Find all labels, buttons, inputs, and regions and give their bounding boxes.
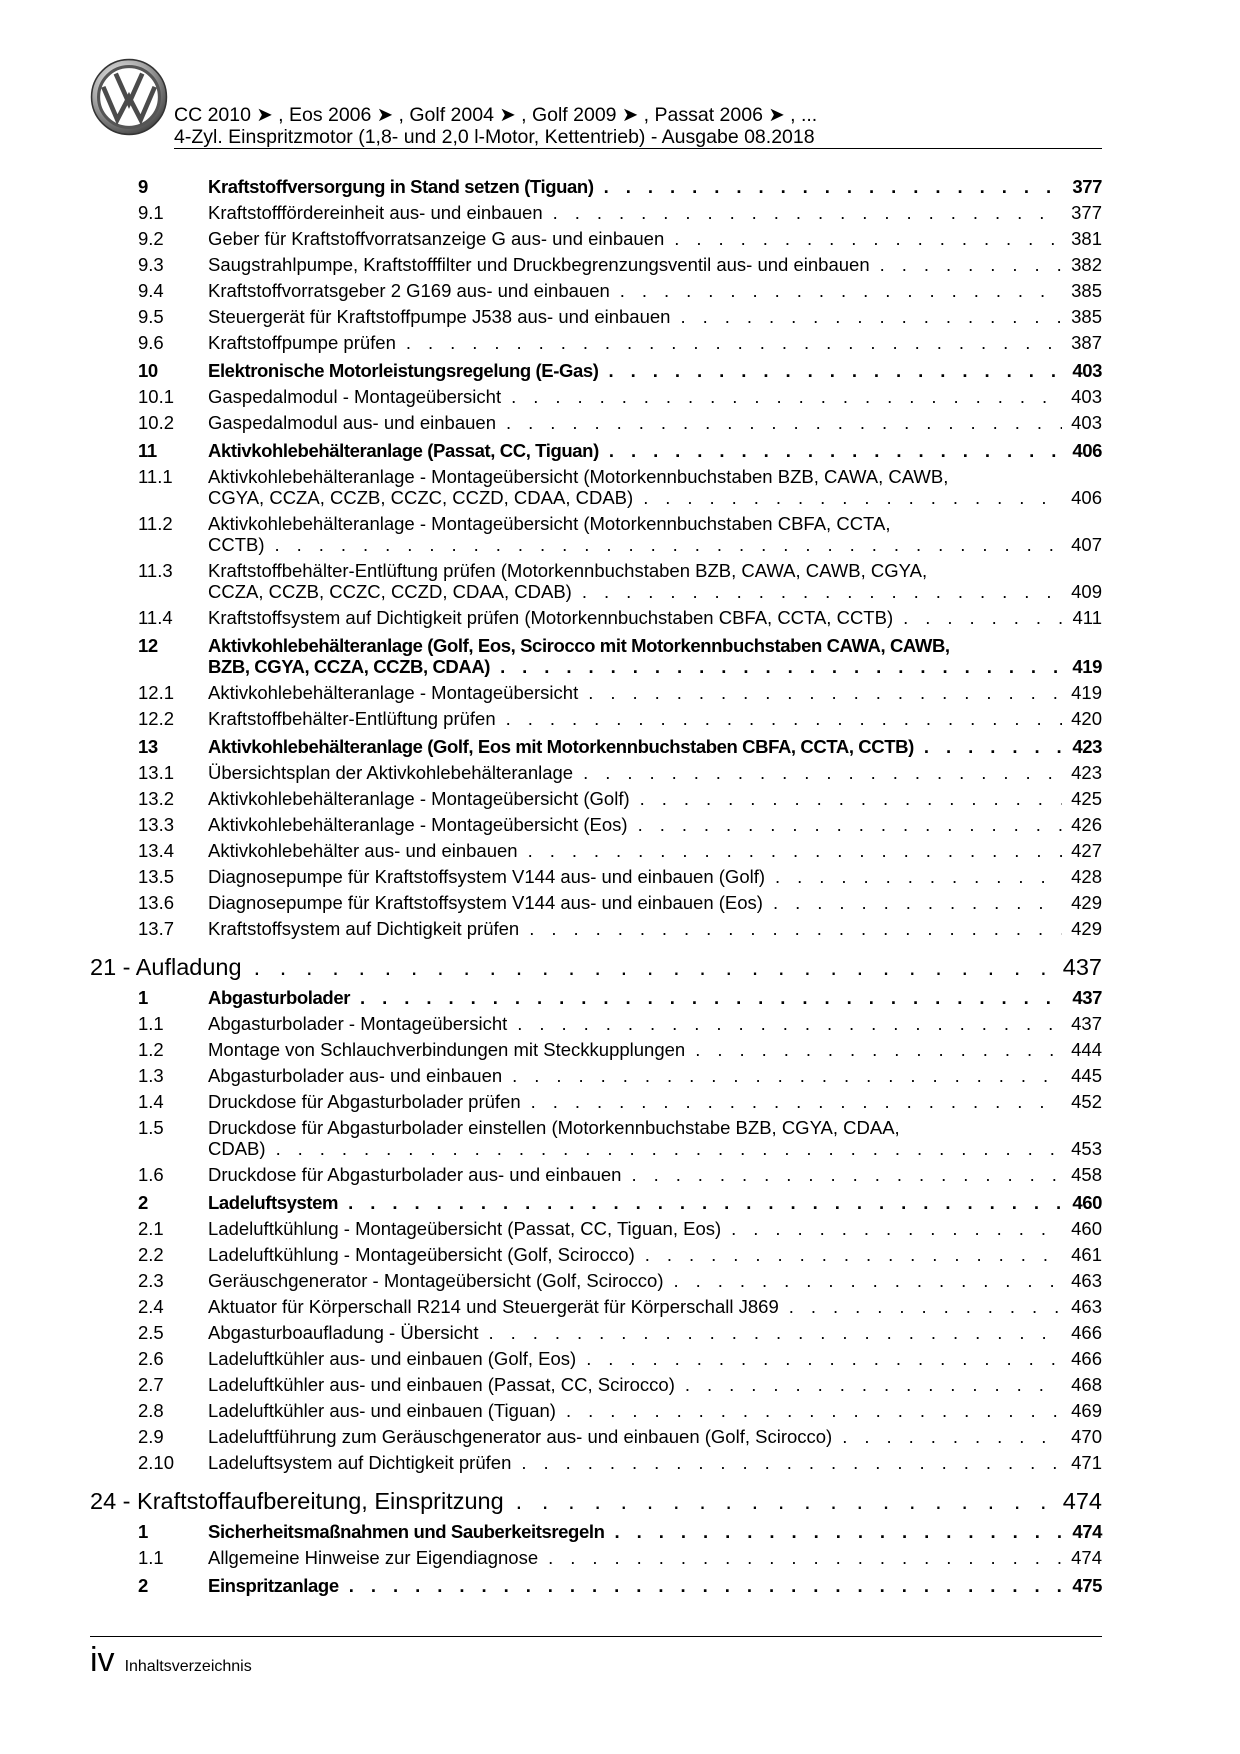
toc-section[interactable] [90,360,1102,381]
header-divider [174,148,1102,149]
toc-subsection[interactable] [90,1218,1102,1239]
toc-chapter-title: 24 - Kraftstoffaufbereitung, Einspritzung [90,1488,504,1514]
dot-leader [695,1039,1062,1060]
toc-entry-title: Ladeluftkühlung - Montageübersicht (Golf, Scirocco) [208,1244,635,1265]
toc-page-number: 403 [1072,360,1102,381]
toc-entry-title: Aktivkohlebehälteranlage - Montageübersicht (Eos) [208,814,628,835]
toc-entry-number: 1.4 [138,1091,164,1112]
toc-page-number: 463 [1071,1270,1102,1291]
toc-subsection[interactable] [90,708,1102,729]
toc-page-number: 471 [1071,1452,1102,1473]
toc-entry-title: Druckdose für Abgasturbolader aus- und einbauen [208,1164,622,1185]
toc-entry-number: 10 [138,360,158,381]
toc-subsection[interactable] [90,866,1102,887]
toc-entry-title: Aktivkohlebehälteranlage (Passat, CC, Tiguan) [208,440,599,461]
page-header [90,58,1102,150]
toc-subsection[interactable] [90,254,1102,275]
toc-subsection[interactable] [90,280,1102,301]
toc-entry-number: 2.9 [138,1426,164,1447]
dot-leader [880,254,1062,275]
toc-subsection[interactable] [90,840,1102,861]
dot-leader [685,1374,1062,1395]
toc-entry-title: Geräuschgenerator - Montageübersicht (Golf, Scirocco) [208,1270,664,1291]
toc-page-number: 437 [1062,954,1102,980]
toc-page-number: 407 [1071,534,1102,555]
toc-entry-title: Kraftstoffsystem auf Dichtigkeit prüfen [208,918,520,939]
toc-entry-number: 11.2 [138,513,173,534]
dot-leader [604,176,1062,197]
toc-entry-number: 1 [138,1521,148,1542]
toc-page-number: 409 [1071,581,1102,602]
dot-leader [349,1575,1062,1596]
toc-subsection[interactable] [90,228,1102,249]
toc-entry-number: 1.5 [138,1117,164,1138]
toc-entry-number: 2.6 [138,1348,164,1369]
dot-leader [529,918,1062,939]
toc-subsection[interactable] [90,1400,1102,1421]
toc-subsection[interactable] [90,466,1102,508]
toc-section[interactable] [90,1521,1102,1542]
toc-page-number: 385 [1071,306,1102,327]
toc-entry-title: Druckdose für Abgasturbolader einstellen (Motorkennbuchstabe BZB, CGYA, CDAA, [208,1117,900,1138]
toc-entry-number: 2.1 [138,1218,164,1239]
toc-page-number: 469 [1071,1400,1102,1421]
toc-entry-title: CCZA, CCZB, CCZC, CCZD, CDAA, CDAB) [208,581,572,602]
toc-section[interactable] [90,736,1102,757]
toc-entry-title: Kraftstofffördereinheit aus- und einbauen [208,202,543,223]
dot-leader [521,1452,1062,1473]
toc-section[interactable] [90,1575,1102,1596]
toc-entry-title: Diagnosepumpe für Kraftstoffsystem V144 aus- und einbauen (Eos) [208,892,763,913]
toc-section[interactable] [90,176,1102,197]
toc-entry-title: Abgasturboaufladung - Übersicht [208,1322,479,1343]
toc-subsection[interactable] [90,1322,1102,1343]
toc-page-number: 458 [1071,1164,1102,1185]
toc-subsection[interactable] [90,1374,1102,1395]
footer-divider [90,1636,1102,1637]
toc-subsection[interactable] [90,762,1102,783]
toc-entry-number: 12.2 [138,708,175,729]
toc-page-number: 423 [1072,736,1102,757]
footer-title: Inhaltsverzeichnis [124,1658,252,1675]
toc-page-number: 381 [1071,228,1102,249]
dot-leader [638,814,1062,835]
dot-leader [615,1521,1063,1542]
dot-leader [631,1164,1062,1185]
toc-subsection[interactable] [90,1039,1102,1060]
toc-entry-title: Kraftstoffbehälter-Entlüftung prüfen (Motorkennbuchstaben BZB, CAWA, CAWB, CGYA, [208,560,928,581]
toc-entry-title: Gaspedalmodul aus- und einbauen [208,412,496,433]
toc-entry-title: Einspritzanlage [208,1575,339,1596]
toc-subsection[interactable] [90,1270,1102,1291]
toc-entry-title: Abgasturbolader aus- und einbauen [208,1065,503,1086]
toc-entry-number: 11.4 [138,607,173,628]
dot-leader [674,228,1062,249]
toc-entry-title: Übersichtsplan der Aktivkohlebehälteranlage [208,762,574,783]
toc-page-number: 403 [1071,386,1102,407]
toc-entry-title: Druckdose für Abgasturbolader prüfen [208,1091,521,1112]
dot-leader [528,840,1062,861]
dot-leader [903,607,1062,628]
toc-page-number: 377 [1072,176,1102,197]
toc-subsection[interactable] [90,412,1102,433]
toc-entry-title: Saugstrahlpumpe, Kraftstofffilter und Druckbegrenzungsventil aus- und einbauen [208,254,870,275]
toc-entry-number: 13.2 [138,788,175,809]
toc-page-number: 385 [1071,280,1102,301]
dot-leader [500,656,1062,677]
dot-leader [506,708,1062,729]
toc-entry-title: Montage von Schlauchverbindungen mit Steckkupplungen [208,1039,686,1060]
toc-chapter-title: 21 - Aufladung [90,954,242,980]
toc-subsection[interactable] [90,1426,1102,1447]
dot-leader [506,412,1062,433]
dot-leader [360,987,1062,1008]
toc-entry-title: Steuergerät für Kraftstoffpumpe J538 aus- und einbauen [208,306,671,327]
toc-entry-number: 13.7 [138,918,175,939]
toc-entry-number: 13.1 [138,762,175,783]
toc-entry-number: 2.2 [138,1244,164,1265]
toc-entry-title: Aktivkohlebehälteranlage - Montageübersicht (Motorkennbuchstaben CBFA, CCTA, [208,513,891,534]
dot-leader [609,440,1062,461]
toc-subsection[interactable] [90,918,1102,939]
dot-leader [531,1091,1062,1112]
toc-subsection[interactable] [90,1164,1102,1185]
toc-entry-number: 1.3 [138,1065,164,1086]
toc-page-number: 470 [1071,1426,1102,1447]
toc-page-number: 406 [1072,440,1102,461]
toc-entry-title: Ladeluftkühler aus- und einbauen (Golf, Eos) [208,1348,577,1369]
dot-leader [680,306,1062,327]
toc-page-number: 474 [1072,1521,1102,1542]
toc-entry-number: 13.3 [138,814,175,835]
toc-subsection[interactable] [90,1296,1102,1317]
toc-page-number: 406 [1071,487,1102,508]
toc-entry-title: Gaspedalmodul - Montageübersicht [208,386,502,407]
dot-leader [511,386,1062,407]
vw-logo-icon [90,58,168,136]
toc-entry-title: Aktivkohlebehälteranlage (Golf, Eos, Scirocco mit Motorkennbuchstaben CAWA, CAWB, [208,635,950,656]
toc-page-number: 437 [1072,987,1102,1008]
dot-leader [924,736,1062,757]
toc-entry-title: Ladeluftkühler aus- und einbauen (Tiguan) [208,1400,556,1421]
toc-subsection[interactable] [90,1091,1102,1112]
dot-leader [276,1138,1062,1159]
dot-leader [488,1322,1062,1343]
toc-page-number: 403 [1071,412,1102,433]
toc-page-number: 463 [1071,1296,1102,1317]
toc-page-number: 411 [1072,607,1102,628]
toc-page-number: 461 [1071,1244,1102,1265]
toc-entry-number: 2.5 [138,1322,164,1343]
dot-leader [620,280,1062,301]
toc-page-number: 387 [1071,332,1102,353]
dot-leader [254,953,1061,981]
toc-entry-title: Kraftstoffbehälter-Entlüftung prüfen [208,708,496,729]
dot-leader [789,1296,1062,1317]
page-number: iv [90,1641,115,1679]
dot-leader [406,332,1062,353]
toc-entry-number: 1.1 [138,1547,164,1568]
toc-entry-number: 11 [138,440,157,461]
toc-entry-number: 2.3 [138,1270,164,1291]
dot-leader [773,892,1062,913]
toc-entry-title: Abgasturbolader [208,987,351,1008]
toc-subsection[interactable] [90,1244,1102,1265]
dot-leader [640,788,1062,809]
toc-entry-number: 12 [138,635,158,656]
toc-entry-number: 13.4 [138,840,175,861]
toc-entry-title: Allgemeine Hinweise zur Eigendiagnose [208,1547,539,1568]
dot-leader [731,1218,1062,1239]
toc-entry-title: Elektronische Motorleistungsregelung (E-Gas) [208,360,599,381]
toc-entry-title: Aktivkohlebehälter aus- und einbauen [208,840,518,861]
dot-leader [512,1065,1062,1086]
toc-entry-title: Aktivkohlebehälteranlage - Montageübersicht [208,682,579,703]
toc-chapter[interactable] [90,953,1102,981]
toc-entry-title: Abgasturbolader - Montageübersicht [208,1013,508,1034]
toc-entry-number: 1.6 [138,1164,164,1185]
toc-entry-title: Ladeluftsystem auf Dichtigkeit prüfen [208,1452,512,1473]
dot-leader [566,1400,1062,1421]
toc-entry-number: 12.1 [138,682,175,703]
toc-subsection[interactable] [90,1547,1102,1568]
toc-page-number: 429 [1071,892,1102,913]
toc-entry-title: Geber für Kraftstoffvorratsanzeige G aus- und einbauen [208,228,665,249]
toc-page-number: 466 [1071,1322,1102,1343]
toc-entry-number: 1.1 [138,1013,164,1034]
toc-entry-number: 2.4 [138,1296,164,1317]
toc-entry-number: 9 [138,176,148,197]
toc-entry-number: 11.1 [138,466,173,487]
toc-entry-number: 9.3 [138,254,164,275]
toc-subsection[interactable] [90,814,1102,835]
toc-subsection[interactable] [90,788,1102,809]
toc-page-number: 420 [1071,708,1102,729]
toc-entry-number: 9.1 [138,202,164,223]
toc-page-number: 460 [1071,1218,1102,1239]
toc-subsection[interactable] [90,1065,1102,1086]
toc-chapter[interactable] [90,1487,1102,1515]
toc-subsection[interactable] [90,892,1102,913]
toc-entry-title: Aktivkohlebehälteranlage - Montageübersicht (Motorkennbuchstaben BZB, CAWA, CAWB, [208,466,949,487]
toc-section[interactable] [90,987,1102,1008]
toc-entry-number: 2.10 [138,1452,175,1473]
toc-entry-number: 13 [138,736,158,757]
toc-entry-number: 2 [138,1192,148,1213]
dot-leader [586,1348,1062,1369]
toc-page-number: 382 [1071,254,1102,275]
toc-page-number: 474 [1062,1488,1102,1514]
toc-subsection[interactable] [90,560,1102,602]
toc-subsection[interactable] [90,1117,1102,1159]
header-subtitle: 4-Zyl. Einspritzmotor (1,8- und 2,0 l-Motor, Kettentrieb) - Ausgabe 08.2018 [174,126,815,148]
toc-page-number: 445 [1071,1065,1102,1086]
toc-subsection[interactable] [90,1452,1102,1473]
toc-entry-title: CDAB) [208,1138,266,1159]
dot-leader [275,534,1062,555]
toc-page-number: 377 [1071,202,1102,223]
toc-page-number: 429 [1071,918,1102,939]
toc-entry-title: Sicherheitsmaßnahmen und Sauberkeitsregeln [208,1521,605,1542]
dot-leader [348,1192,1062,1213]
toc-entry-number: 2.7 [138,1374,164,1395]
toc-page-number: 423 [1071,762,1102,783]
toc-entry-title: Kraftstoffversorgung in Stand setzen (Tiguan) [208,176,594,197]
page-footer [90,1640,252,1680]
table-of-contents [90,176,1102,1596]
toc-subsection[interactable] [90,202,1102,223]
toc-section[interactable] [90,635,1102,677]
dot-leader [517,1013,1062,1034]
toc-entry-title: Ladeluftsystem [208,1192,339,1213]
toc-page-number: 474 [1071,1547,1102,1568]
toc-entry-number: 9.5 [138,306,164,327]
toc-page-number: 427 [1071,840,1102,861]
header-models: CC 2010 ➤ , Eos 2006 ➤ , Golf 2004 ➤ , Golf 2009 ➤ , Passat 2006 ➤ , ... [174,104,818,126]
toc-subsection[interactable] [90,332,1102,353]
toc-entry-number: 13.5 [138,866,175,887]
dot-leader [775,866,1062,887]
toc-subsection[interactable] [90,386,1102,407]
toc-entry-title: Kraftstoffpumpe prüfen [208,332,396,353]
dot-leader [643,487,1062,508]
dot-leader [645,1244,1062,1265]
toc-entry-title: Aktivkohlebehälteranlage - Montageübersicht (Golf) [208,788,630,809]
toc-entry-title: CCTB) [208,534,265,555]
toc-entry-title: Ladeluftkühlung - Montageübersicht (Passat, CC, Tiguan, Eos) [208,1218,722,1239]
toc-subsection[interactable] [90,607,1102,628]
dot-leader [583,762,1062,783]
toc-page-number: 460 [1072,1192,1102,1213]
toc-entry-title: CGYA, CCZA, CCZB, CCZC, CCZD, CDAA, CDAB) [208,487,634,508]
toc-page-number: 452 [1071,1091,1102,1112]
toc-entry-title: Aktuator für Körperschall R214 und Steuergerät für Körperschall J869 [208,1296,779,1317]
toc-page-number: 466 [1071,1348,1102,1369]
toc-entry-title: Diagnosepumpe für Kraftstoffsystem V144 aus- und einbauen (Golf) [208,866,766,887]
toc-entry-title: BZB, CGYA, CCZA, CCZB, CDAA) [208,656,491,677]
toc-section[interactable] [90,440,1102,461]
dot-leader [582,581,1062,602]
toc-subsection[interactable] [90,1348,1102,1369]
toc-entry-title: Ladeluftführung zum Geräuschgenerator aus- und einbauen (Golf, Scirocco) [208,1426,833,1447]
toc-entry-title: Kraftstoffvorratsgeber 2 G169 aus- und einbauen [208,280,610,301]
toc-page-number: 437 [1071,1013,1102,1034]
toc-entry-number: 2 [138,1575,148,1596]
toc-page-number: 444 [1071,1039,1102,1060]
toc-entry-number: 10.2 [138,412,175,433]
toc-page-number: 468 [1071,1374,1102,1395]
dot-leader [588,682,1062,703]
toc-page-number: 428 [1071,866,1102,887]
toc-entry-number: 1 [138,987,148,1008]
toc-entry-number: 9.6 [138,332,164,353]
toc-entry-number: 10.1 [138,386,175,407]
toc-page-number: 453 [1071,1138,1102,1159]
toc-entry-number: 11.3 [138,560,173,581]
toc-page-number: 426 [1071,814,1102,835]
dot-leader [516,1487,1061,1515]
toc-page-number: 425 [1071,788,1102,809]
toc-entry-number: 1.2 [138,1039,164,1060]
dot-leader [553,202,1062,223]
toc-page-number: 419 [1072,656,1102,677]
toc-subsection[interactable] [90,1013,1102,1034]
toc-subsection[interactable] [90,306,1102,327]
toc-entry-title: Kraftstoffsystem auf Dichtigkeit prüfen (Motorkennbuchstaben CBFA, CCTA, CCTB) [208,607,894,628]
toc-entry-number: 13.6 [138,892,175,913]
toc-entry-title: Ladeluftkühler aus- und einbauen (Passat, CC, Scirocco) [208,1374,675,1395]
toc-subsection[interactable] [90,682,1102,703]
toc-subsection[interactable] [90,513,1102,555]
dot-leader [674,1270,1062,1291]
toc-page-number: 475 [1072,1575,1102,1596]
dot-leader [609,360,1063,381]
dot-leader [548,1547,1062,1568]
toc-section[interactable] [90,1192,1102,1213]
toc-entry-title: Aktivkohlebehälteranlage (Golf, Eos mit Motorkennbuchstaben CBFA, CCTA, CCTB) [208,736,914,757]
toc-entry-number: 9.4 [138,280,164,301]
toc-page-number: 419 [1071,682,1102,703]
toc-entry-number: 9.2 [138,228,164,249]
dot-leader [842,1426,1062,1447]
toc-entry-number: 2.8 [138,1400,164,1421]
